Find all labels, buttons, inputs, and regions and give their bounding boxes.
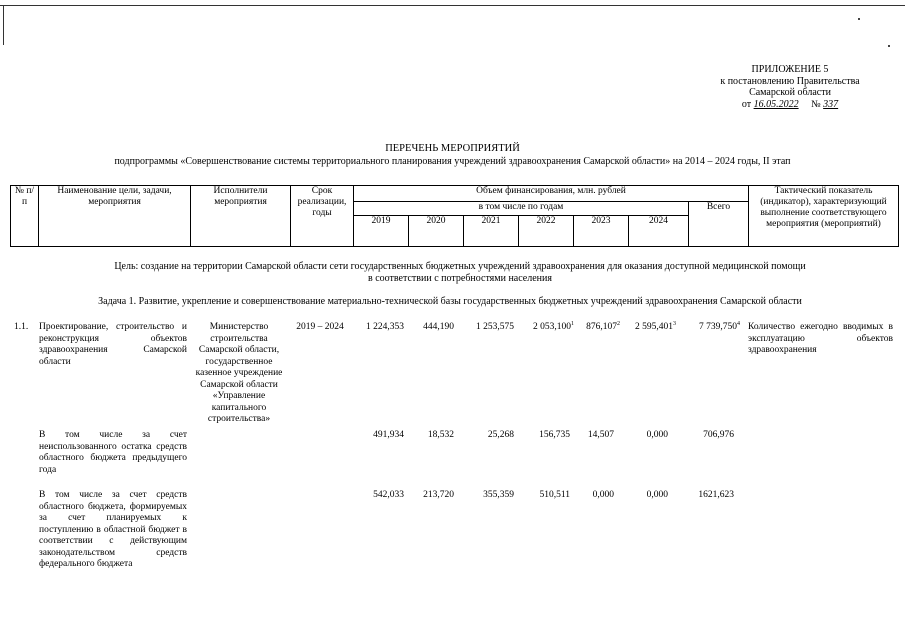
row-value-2022: 2 053,100$^1$ [533,320,574,332]
subrow-value-2022: 156,735 [539,430,570,440]
appendix-number: 337 [823,98,839,110]
subrow-value-2019: 542,033 [373,490,404,500]
scan-speck [858,18,860,20]
document-subtitle: подпрограммы «Совершенствование системы территориального планирования учреждений здравоохранения Самарской области» на 2014 – 2024 годы, II этап [114,156,791,167]
header-year: 2020 [409,216,464,247]
appendix-block [690,64,890,110]
goal-line2: в соответствии с потребностями населения [368,273,552,284]
number-prefix: № [811,98,821,110]
footnote-mark: 1 [571,320,574,327]
subrow-value-2023: 14,507 [587,430,614,440]
header-name: Наименование цели, задачи, мероприятия [39,186,191,247]
subrow-value-2020: 213,720 [423,490,454,500]
footnote-mark: 3 [673,320,676,327]
appendix-line2: Самарской области [749,87,831,98]
task-text: Задача 1. Развитие, укрепление и совершенствование материально-технической базы государственных бюджетных учреждений здравоохранения Самарской области [98,296,802,307]
subrow-value-total: 706,976 [703,430,734,440]
subrow-value-total: 1621,623 [698,490,734,500]
footnote-mark: 4 [737,320,740,327]
subrow-value-2019: 491,934 [373,430,404,440]
header-indicator: Тактический показатель (индикатор), характеризующий выполнение соответствующего мероприятия (мероприятий) [749,186,899,247]
row-executor: Министерство строительства Самарской области, государственное казенное учреждение Самарской области «Управление капитального строительства» [195,322,283,424]
goal-line1: Цель: создание на территории Самарской области сети государственных бюджетных учреждений здравоохранения для оказания доступной медицинской помощи [114,261,806,272]
subrow-value-2022: 510,511 [539,490,570,500]
header-num: № п/п [11,186,39,247]
header-year: 2021 [464,216,519,247]
subrow-name: В том числе за счет средств областного бюджета, формируемых за счет планируемых к поступлению в областной бюджет в соответствии с действующим законодательством средств федерального бюджета [39,490,187,569]
header-executors: Исполнители мероприятия [191,186,291,247]
row-value-2019: 1 224,353 [366,322,404,332]
appendix-date-line [690,99,890,111]
header-year: 2023 [574,216,629,247]
scan-edge-left [3,5,4,45]
goal-text [60,261,860,285]
scan-edge-top [0,5,905,6]
document-title: ПЕРЕЧЕНЬ МЕРОПРИЯТИЙ [385,143,520,154]
appendix-date: 16.05.2022 [753,98,799,110]
appendix-line1: к постановлению Правительства [720,75,860,87]
subrow-value-2023: 0,000 [592,490,614,500]
row-name: Проектирование, строительство и реконструкция объектов здравоохранения Самарской области [39,322,187,367]
subrow-value-2021: 25,268 [487,430,514,440]
subrow-value-2021: 355,359 [483,490,514,500]
subrow-value-2024: 0,000 [646,490,668,500]
row-num: 1.1. [14,322,29,332]
row-value-2020: 444,190 [423,322,454,332]
header-total: Всего [689,202,749,247]
row-value-total: 7 739,750$^4$ [699,320,740,332]
scan-speck [888,45,890,47]
header-year: 2019 [354,216,409,247]
footnote-mark: 2 [617,320,620,327]
date-prefix: от [741,98,752,110]
subrow-name: В том числе за счет неиспользованного остатка средств областного бюджета предыдущего года [39,430,187,475]
header-year: 2022 [519,216,574,247]
row-value-2021: 1 253,575 [476,322,514,332]
funding-table-header [10,185,899,247]
header-year: 2024 [629,216,689,247]
subrow-value-2024: 0,000 [646,430,668,440]
row-value-2023: 876,107$^2$ [586,320,620,332]
row-indicator: Количество ежегодно вводимых в эксплуатацию объектов здравоохранения [748,322,893,355]
subrow-value-2020: 18,532 [427,430,454,440]
header-term: Срок реализации, годы [291,186,354,247]
header-funding: Объем финансирования, млн. рублей [354,186,749,202]
row-value-2024: 2 595,401$^3$ [635,320,676,332]
header-by-year: в том числе по годам [354,202,689,216]
appendix-title: ПРИЛОЖЕНИЕ 5 [751,64,829,75]
row-term: 2019 – 2024 [296,322,344,332]
